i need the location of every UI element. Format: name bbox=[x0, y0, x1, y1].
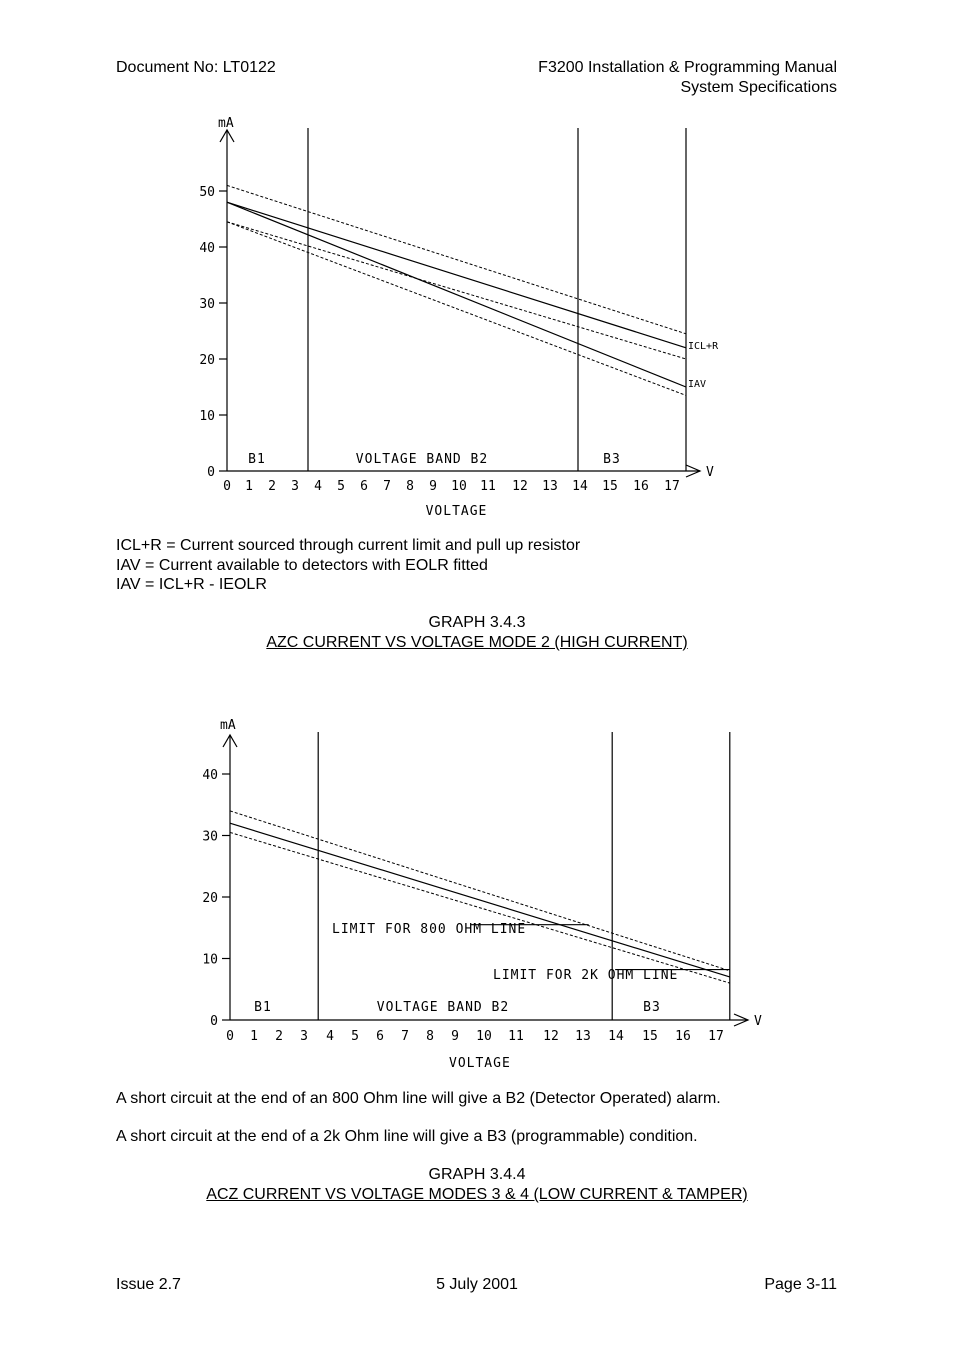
y-tick-label: 40 bbox=[199, 241, 215, 256]
band-label: B3 bbox=[643, 1000, 661, 1015]
series-line bbox=[230, 832, 730, 983]
note-2k-ohm: A short circuit at the end of a 2k Ohm line will give a B3 (programmable) condition. bbox=[116, 1128, 698, 1145]
manual-title: F3200 Installation & Programming Manual bbox=[538, 59, 837, 76]
y-tick-label: 30 bbox=[199, 297, 215, 312]
series-annotation: IAV bbox=[688, 379, 707, 390]
x-tick-label: 6 bbox=[376, 1029, 384, 1044]
y-tick-label: 0 bbox=[210, 1014, 218, 1029]
x-tick-label: 7 bbox=[401, 1029, 409, 1044]
x-tick-label: 5 bbox=[337, 479, 345, 494]
x-tick-label: 5 bbox=[351, 1029, 359, 1044]
graph-3-4-3 bbox=[199, 116, 719, 519]
x-tick-label: 13 bbox=[542, 479, 558, 494]
x-tick-label: 12 bbox=[543, 1029, 559, 1044]
x-tick-label: 0 bbox=[226, 1029, 234, 1044]
graph1-number: GRAPH 3.4.3 bbox=[428, 614, 526, 631]
x-tick-label: 12 bbox=[512, 479, 528, 494]
x-tick-label: 14 bbox=[608, 1029, 624, 1044]
x-tick-label: 11 bbox=[480, 479, 496, 494]
graph2-title-text: ACZ CURRENT VS VOLTAGE MODES 3 & 4 (LOW CURRENT & TAMPER) bbox=[206, 1186, 748, 1203]
x-tick-label: 17 bbox=[708, 1029, 724, 1044]
y-tick-label: 0 bbox=[207, 465, 215, 480]
x-tick-label: 2 bbox=[275, 1029, 283, 1044]
series-line bbox=[227, 202, 686, 387]
x-tick-label: 13 bbox=[575, 1029, 591, 1044]
x-axis-unit: V bbox=[706, 465, 714, 480]
page-number: Page 3-11 bbox=[764, 1276, 837, 1293]
series-line bbox=[227, 185, 686, 333]
band-label: VOLTAGE BAND B2 bbox=[355, 452, 489, 467]
x-tick-label: 0 bbox=[223, 479, 231, 494]
x-tick-label: 16 bbox=[675, 1029, 691, 1044]
x-tick-label: 9 bbox=[451, 1029, 459, 1044]
series-line bbox=[227, 222, 686, 359]
band-label: B1 bbox=[248, 452, 266, 467]
note-iav: IAV = Current available to detectors with EOLR fitted bbox=[116, 557, 488, 574]
issue-number: Issue 2.7 bbox=[116, 1276, 181, 1293]
x-axis-title: VOLTAGE bbox=[425, 504, 488, 519]
graph1-title-text: AZC CURRENT VS VOLTAGE MODE 2 (HIGH CURRENT) bbox=[266, 634, 688, 651]
note-800-ohm: A short circuit at the end of an 800 Ohm line will give a B2 (Detector Operated) alarm. bbox=[116, 1090, 721, 1107]
series-annotation: LIMIT FOR 2K OHM LINE bbox=[493, 968, 679, 983]
graph1-title bbox=[0, 633, 954, 653]
x-tick-label: 8 bbox=[426, 1029, 434, 1044]
band-label: B3 bbox=[603, 452, 621, 467]
x-tick-label: 14 bbox=[572, 479, 588, 494]
x-tick-label: 2 bbox=[268, 479, 276, 494]
series-line bbox=[227, 222, 686, 396]
graph-3-4-4 bbox=[202, 718, 762, 1071]
series-line bbox=[230, 823, 730, 977]
x-tick-label: 1 bbox=[245, 479, 253, 494]
series-annotation: ICL+R bbox=[688, 341, 719, 352]
x-tick-label: 9 bbox=[429, 479, 437, 494]
y-tick-label: 20 bbox=[202, 891, 218, 906]
x-tick-label: 10 bbox=[476, 1029, 492, 1044]
x-tick-label: 6 bbox=[360, 479, 368, 494]
note-icl-r: ICL+R = Current sourced through current limit and pull up resistor bbox=[116, 537, 581, 554]
x-tick-label: 8 bbox=[406, 479, 414, 494]
x-tick-label: 3 bbox=[300, 1029, 308, 1044]
band-label: VOLTAGE BAND B2 bbox=[376, 1000, 510, 1015]
x-axis-unit: V bbox=[754, 1014, 762, 1029]
graph2-title bbox=[0, 1185, 954, 1205]
y-tick-label: 10 bbox=[202, 952, 218, 968]
x-tick-label: 17 bbox=[664, 479, 680, 494]
series-annotation: LIMIT FOR 800 OHM LINE bbox=[332, 922, 527, 937]
section-title: System Specifications bbox=[680, 79, 837, 96]
x-tick-label: 10 bbox=[451, 479, 467, 494]
band-label: B1 bbox=[254, 1000, 272, 1015]
y-tick-label: 10 bbox=[199, 409, 215, 424]
x-tick-label: 3 bbox=[291, 479, 299, 494]
x-tick-label: 11 bbox=[508, 1029, 524, 1044]
y-tick-label: 50 bbox=[199, 185, 215, 200]
x-tick-label: 16 bbox=[633, 479, 649, 494]
x-tick-label: 1 bbox=[250, 1029, 258, 1044]
y-axis-label: mA bbox=[218, 116, 234, 131]
x-tick-label: 7 bbox=[383, 479, 391, 494]
x-tick-label: 4 bbox=[314, 479, 322, 494]
series-line bbox=[227, 202, 686, 348]
document-number: Document No: LT0122 bbox=[116, 59, 276, 76]
x-tick-label: 4 bbox=[326, 1029, 334, 1044]
y-axis-label: mA bbox=[220, 718, 236, 733]
y-tick-label: 30 bbox=[202, 829, 218, 845]
graph2-number: GRAPH 3.4.4 bbox=[428, 1166, 526, 1183]
issue-date: 5 July 2001 bbox=[436, 1276, 518, 1293]
x-axis-title: VOLTAGE bbox=[449, 1056, 511, 1071]
note-iav-formula: IAV = ICL+R - IEOLR bbox=[116, 576, 267, 593]
y-tick-label: 40 bbox=[202, 768, 218, 783]
y-tick-label: 20 bbox=[199, 353, 215, 368]
x-tick-label: 15 bbox=[602, 479, 618, 494]
x-tick-label: 15 bbox=[642, 1029, 658, 1044]
series-line bbox=[230, 811, 730, 971]
